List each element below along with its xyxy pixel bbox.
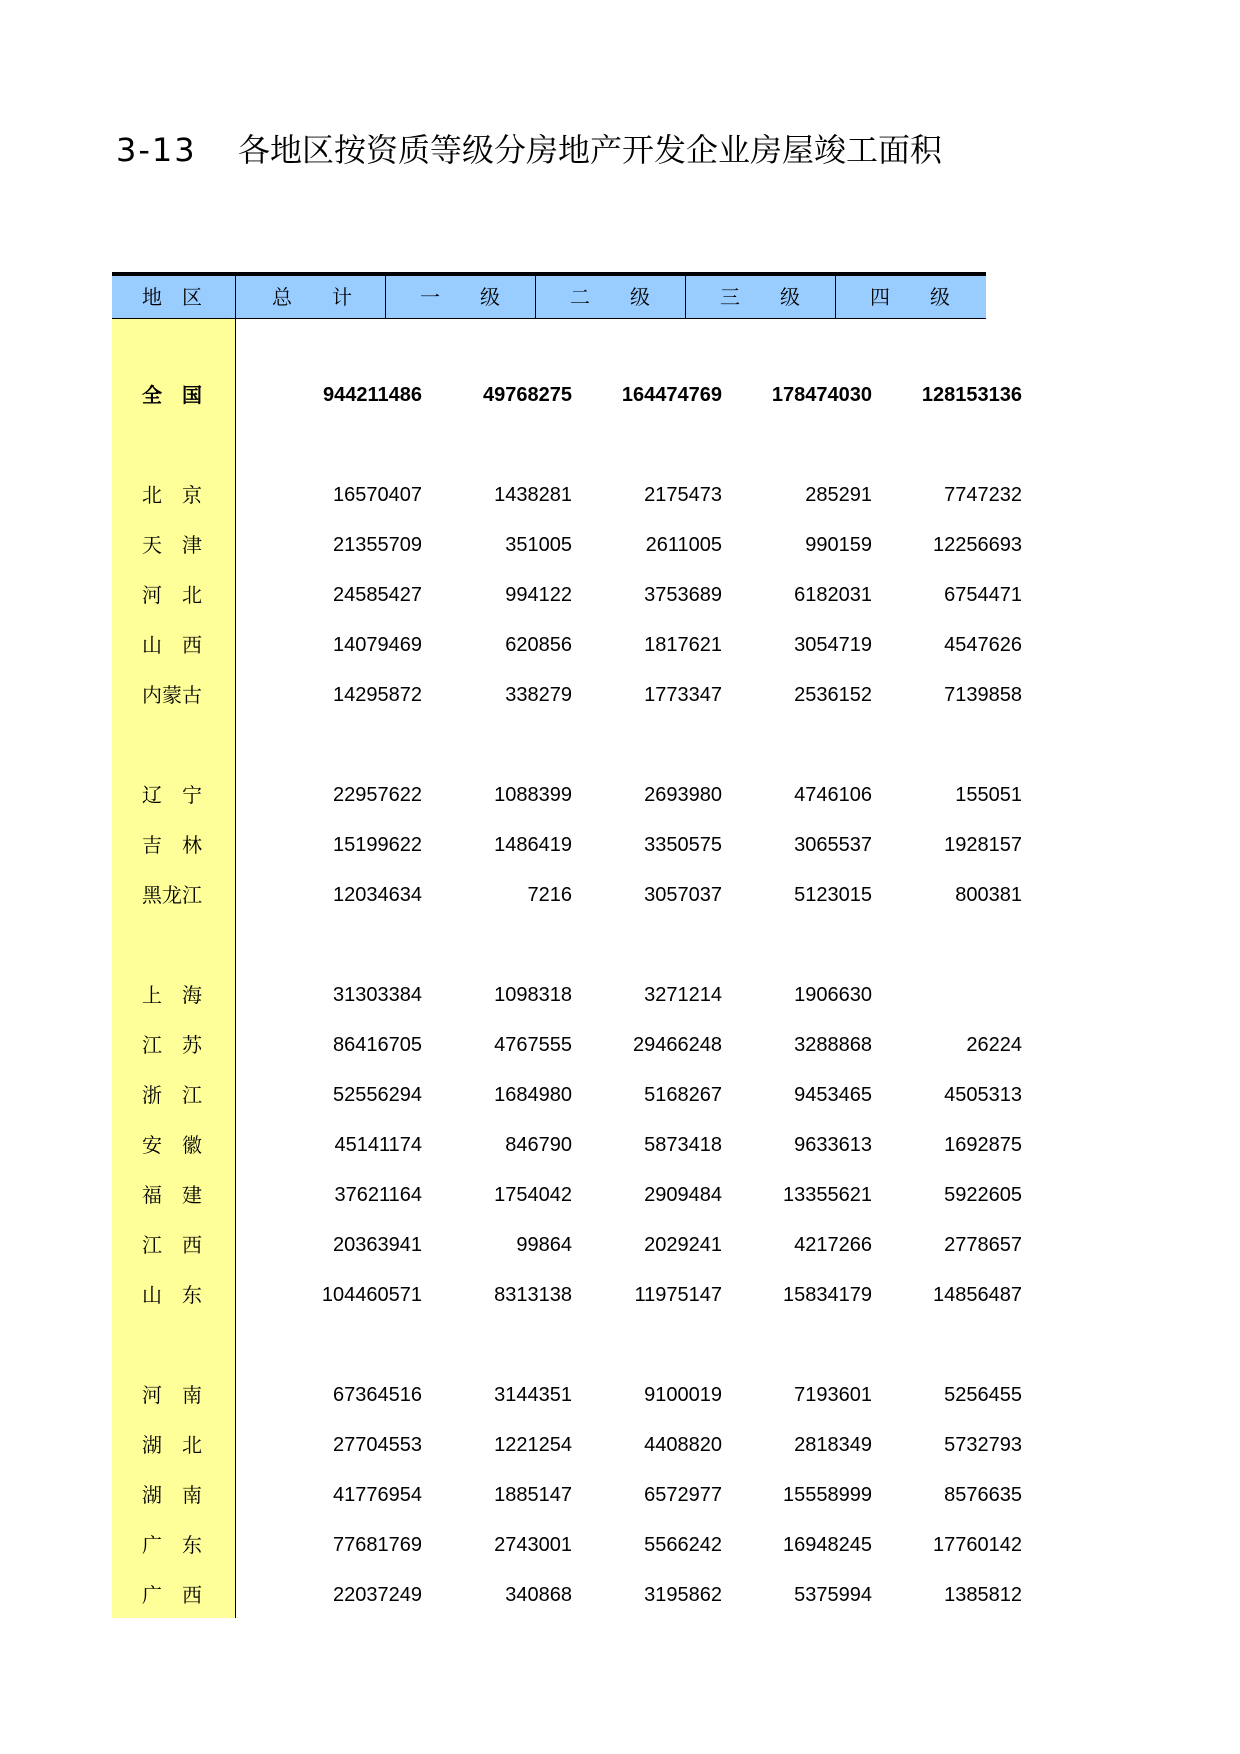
region-name: 山 东	[142, 1283, 202, 1307]
cell-level-2: 2611005	[645, 534, 722, 556]
region-name: 湖 北	[142, 1433, 202, 1457]
cell-level-2: 2175473	[644, 484, 722, 506]
table-number: 3-13	[116, 131, 197, 169]
cell-level-4: 26224	[966, 1034, 1022, 1056]
cell-level-3: 13355621	[783, 1184, 872, 1206]
cell-level-4	[872, 970, 1022, 1020]
cell-total: 52556294	[333, 1084, 422, 1106]
table-row	[112, 520, 1022, 570]
cell-level-4: 800381	[955, 884, 1022, 906]
cell-level-4: 6754471	[944, 584, 1022, 606]
cell-level-1: 1684980	[494, 1084, 572, 1106]
header-region: 地 区	[142, 285, 202, 309]
cell-level-4: 1928157	[944, 834, 1022, 856]
cell-level-3: 3065537	[794, 834, 872, 856]
cell-level-3: 9633613	[794, 1134, 872, 1156]
cell-level-3: 7193601	[794, 1384, 872, 1406]
cell-level-3: 15834179	[783, 1284, 872, 1306]
cell-level-1: 8313138	[494, 1284, 572, 1306]
cell-level-4: 155051	[955, 784, 1022, 806]
table-row	[112, 820, 1022, 870]
cell-level-2: 6572977	[644, 1484, 722, 1506]
cell-level-4: 17760142	[933, 1534, 1022, 1556]
cell-level-2: 2693980	[644, 784, 722, 806]
table-row	[112, 1220, 1022, 1270]
cell-level-4: 128153136	[921, 384, 1022, 406]
cell-total: 27704553	[333, 1434, 422, 1456]
cell-level-4: 14856487	[933, 1284, 1022, 1306]
cell-level-2: 4408820	[644, 1434, 722, 1456]
cell-level-4: 1692875	[944, 1134, 1022, 1156]
cell-level-1: 1885147	[494, 1484, 572, 1506]
cell-level-1: 994122	[505, 584, 572, 606]
region-name: 安 徽	[142, 1133, 202, 1157]
cell-level-1: 620856	[505, 634, 572, 656]
national-total-row	[112, 370, 1022, 420]
table-row	[112, 1070, 1022, 1120]
region-name: 吉 林	[142, 833, 202, 857]
cell-level-1: 338279	[505, 684, 572, 706]
table-row	[112, 1020, 1022, 1070]
cell-level-2: 2029241	[644, 1234, 722, 1256]
cell-total: 77681769	[333, 1534, 422, 1556]
cell-total: 944211486	[322, 384, 422, 406]
cell-level-1: 351005	[505, 534, 572, 556]
table-row	[112, 670, 1022, 720]
page-title	[116, 126, 942, 174]
region-name: 河 北	[142, 583, 202, 607]
cell-total: 41776954	[333, 1484, 422, 1506]
cell-level-3: 1906630	[794, 984, 872, 1006]
cell-level-3: 3054719	[794, 634, 872, 656]
cell-total: 24585427	[333, 584, 422, 606]
region-name: 辽 宁	[142, 783, 202, 807]
cell-level-1: 2743001	[494, 1534, 572, 1556]
cell-total: 12034634	[333, 884, 422, 906]
cell-level-4: 4505313	[944, 1084, 1022, 1106]
region-name: 黑龙江	[142, 883, 202, 907]
cell-level-2: 1773347	[644, 684, 722, 706]
header-total: 总 计	[235, 276, 385, 318]
cell-level-2: 164474769	[621, 384, 722, 406]
cell-level-2: 11975147	[634, 1284, 722, 1306]
cell-level-3: 3288868	[794, 1034, 872, 1056]
table-row	[112, 1420, 1022, 1470]
region-name: 浙 江	[142, 1083, 202, 1107]
region-name: 内蒙古	[142, 683, 202, 707]
cell-level-3: 178474030	[771, 384, 872, 406]
cell-level-2: 3195862	[644, 1584, 722, 1606]
cell-level-2: 5566242	[644, 1534, 722, 1556]
cell-total: 16570407	[333, 484, 422, 506]
cell-level-3: 2536152	[794, 684, 872, 706]
cell-level-2: 5873418	[644, 1134, 722, 1156]
cell-level-1: 7216	[527, 884, 572, 906]
cell-total: 21355709	[333, 534, 422, 556]
table-row	[112, 1520, 1022, 1570]
cell-level-1: 3144351	[494, 1384, 572, 1406]
cell-level-1: 340868	[505, 1584, 572, 1606]
cell-level-1: 49768275	[483, 384, 572, 406]
cell-level-4: 7139858	[944, 684, 1022, 706]
cell-level-4: 8576635	[944, 1484, 1022, 1506]
cell-total: 37621164	[334, 1184, 422, 1206]
cell-level-3: 990159	[805, 534, 872, 556]
table-title: 各地区按资质等级分房地产开发企业房屋竣工面积	[238, 131, 943, 169]
table-row	[112, 1470, 1022, 1520]
cell-level-2: 3271214	[644, 984, 722, 1006]
cell-total: 14295872	[333, 684, 422, 706]
cell-level-1: 1438281	[494, 484, 572, 506]
cell-level-2: 3057037	[644, 884, 722, 906]
cell-total: 67364516	[333, 1384, 422, 1406]
table-row	[112, 620, 1022, 670]
cell-level-4: 12256693	[933, 534, 1022, 556]
cell-level-4: 1385812	[944, 1584, 1022, 1606]
cell-level-1: 99864	[516, 1234, 572, 1256]
table-row	[112, 570, 1022, 620]
region-name: 河 南	[142, 1383, 202, 1407]
header-level-4: 四 级	[835, 276, 986, 318]
region-name: 广 东	[142, 1533, 202, 1557]
cell-level-4: 5256455	[944, 1384, 1022, 1406]
cell-level-1: 1088399	[494, 784, 572, 806]
cell-level-1: 4767555	[494, 1034, 572, 1056]
region-name: 湖 南	[142, 1483, 202, 1507]
table-row	[112, 1570, 1022, 1620]
table-row	[112, 1170, 1022, 1220]
cell-level-3: 16948245	[783, 1534, 872, 1556]
cell-level-1: 1486419	[494, 834, 572, 856]
table-row	[112, 970, 986, 1020]
cell-level-2: 9100019	[644, 1384, 722, 1406]
cell-level-1: 846790	[505, 1134, 572, 1156]
table-row	[112, 770, 1022, 820]
region-name: 江 西	[142, 1233, 202, 1257]
cell-total: 86416705	[333, 1034, 422, 1056]
cell-level-3: 2818349	[794, 1434, 872, 1456]
cell-level-2: 3753689	[644, 584, 722, 606]
region-name: 北 京	[142, 483, 202, 507]
cell-total: 22957622	[333, 784, 422, 806]
cell-level-4: 2778657	[944, 1234, 1022, 1256]
table-row	[112, 1120, 1022, 1170]
cell-level-4: 5732793	[944, 1434, 1022, 1456]
cell-level-1: 1221254	[494, 1434, 572, 1456]
cell-level-3: 9453465	[794, 1084, 872, 1106]
cell-level-2: 29466248	[633, 1034, 722, 1056]
cell-level-3: 285291	[805, 484, 872, 506]
table-row	[112, 1370, 1022, 1420]
cell-level-4: 4547626	[944, 634, 1022, 656]
cell-level-3: 15558999	[783, 1484, 872, 1506]
table-row	[112, 1270, 1022, 1320]
cell-total: 20363941	[333, 1234, 422, 1256]
header-level-3: 三 级	[685, 276, 835, 318]
table-row	[112, 870, 1022, 920]
region-name: 上 海	[142, 983, 202, 1007]
cell-level-3: 5375994	[794, 1584, 872, 1606]
cell-level-2: 5168267	[644, 1084, 722, 1106]
header-level-1: 一 级	[385, 276, 535, 318]
cell-level-4: 5922605	[944, 1184, 1022, 1206]
cell-level-3: 6182031	[794, 584, 872, 606]
cell-level-3: 4217266	[794, 1234, 872, 1256]
cell-level-2: 2909484	[644, 1184, 722, 1206]
region-name: 江 苏	[142, 1033, 202, 1057]
region-name: 福 建	[142, 1183, 202, 1207]
cell-level-2: 1817621	[644, 634, 722, 656]
region-name: 山 西	[142, 633, 202, 657]
cell-total: 45141174	[334, 1134, 422, 1156]
region-name: 全 国	[142, 383, 202, 407]
cell-total: 14079469	[333, 634, 422, 656]
table-row	[112, 470, 1022, 520]
cell-total: 31303384	[333, 984, 422, 1006]
region-name: 广 西	[142, 1583, 202, 1607]
cell-level-1: 1098318	[494, 984, 572, 1006]
cell-total: 104460571	[321, 1284, 422, 1306]
cell-level-3: 4746106	[794, 784, 872, 806]
cell-level-1: 1754042	[494, 1184, 572, 1206]
cell-level-3: 5123015	[794, 884, 872, 906]
cell-level-4: 7747232	[944, 484, 1022, 506]
table-header	[112, 276, 986, 319]
header-level-2: 二 级	[535, 276, 685, 318]
region-name: 天 津	[142, 533, 202, 557]
cell-total: 22037249	[333, 1584, 422, 1606]
cell-total: 15199622	[333, 834, 422, 856]
cell-level-2: 3350575	[644, 834, 722, 856]
